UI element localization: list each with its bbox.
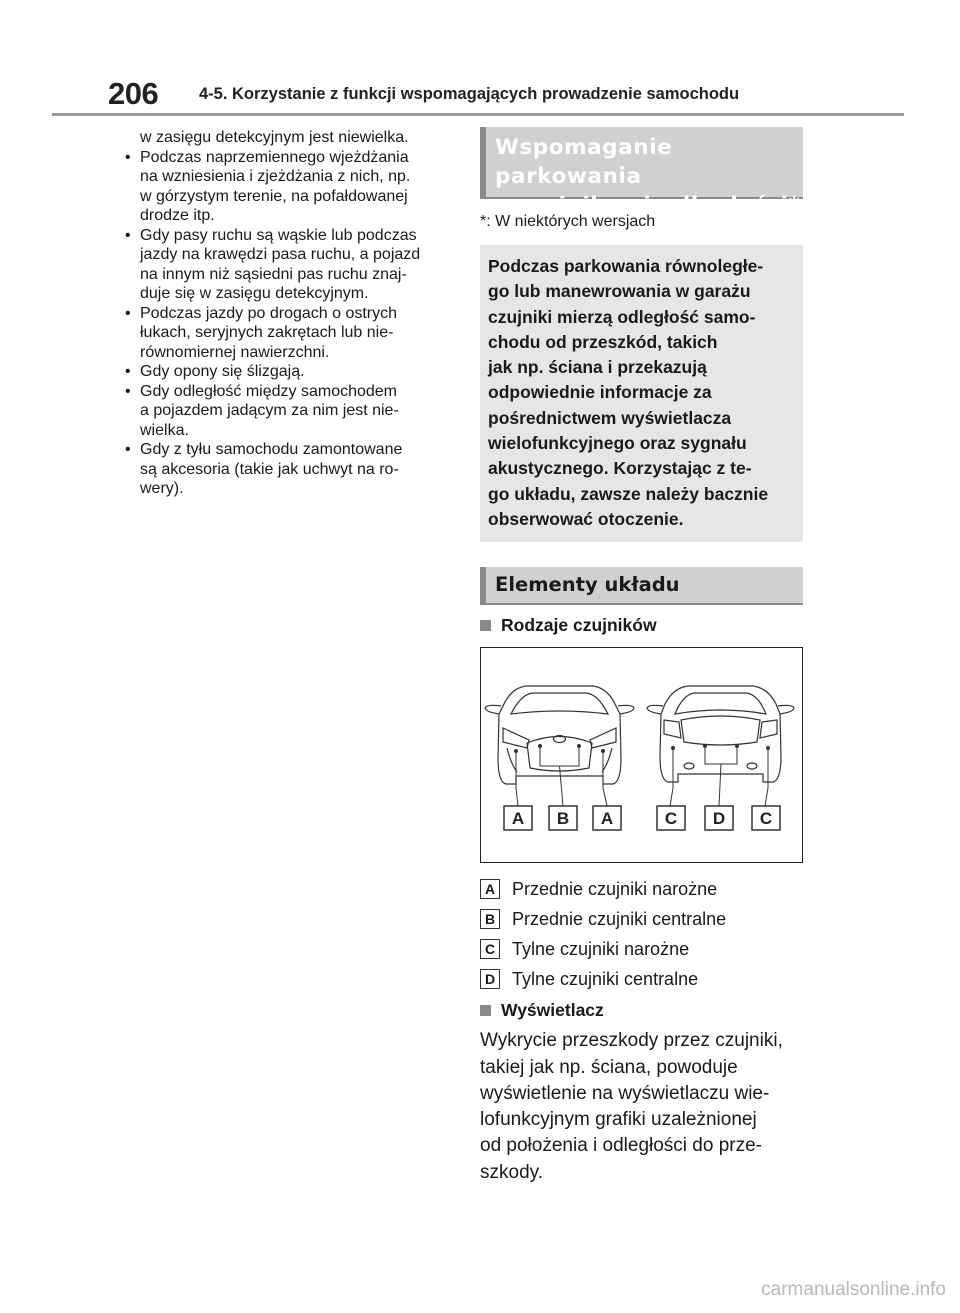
- legend-text: Tylne czujniki centralne: [512, 968, 699, 989]
- condition-item: [120, 148, 455, 226]
- chapter-title: 4-5. Korzystanie z funkcji wspomagających prowadzenie samochodu: [199, 85, 740, 103]
- display-heading: [480, 998, 803, 1022]
- rear-car-rear-window: [675, 693, 766, 714]
- diagram-label-text: C: [759, 809, 773, 829]
- diagram-label-text: C: [664, 809, 678, 829]
- continuation-text: w zasięgu detekcyjnym jest niewielka.: [140, 129, 409, 146]
- condition-line: są akcesoria (takie jak uchwyt na ro-: [140, 460, 399, 478]
- legend-letter-box: A: [480, 879, 500, 899]
- front-center-sensor-leader: [560, 766, 564, 806]
- diagram-label-text: A: [600, 809, 614, 829]
- condition-line: Gdy opony się ślizgają.: [140, 363, 305, 380]
- legend-letter-box: D: [480, 969, 500, 989]
- subsection-title: Elementy układu: [495, 573, 680, 597]
- diagram-label-d: [705, 806, 733, 830]
- front-corner-sensor-left-leader: [516, 751, 518, 806]
- condition-item: [120, 226, 455, 304]
- condition-line: w górzystym terenie, na pofałdowanej: [140, 187, 408, 205]
- condition-line: Gdy odległość między samochodem: [140, 382, 398, 400]
- legend-row: [480, 964, 803, 994]
- front-corner-sensor-left: [514, 749, 518, 753]
- rear-corner-sensor-right-leader: [765, 748, 768, 806]
- diagram-label-a: [593, 806, 621, 830]
- rear-center-sensor-bracket: [705, 746, 737, 764]
- front-center-sensor-left: [538, 744, 542, 748]
- front-car-right-headlight: [590, 728, 616, 748]
- rear-corner-sensor-right: [766, 746, 770, 750]
- condition-item: [120, 304, 455, 363]
- front-car-left-mirror: [485, 706, 501, 715]
- condition-line: Gdy pasy ruchu są wąskie lub podczas: [140, 226, 417, 244]
- condition-item: [120, 382, 455, 441]
- rear-car-left-exhaust: [684, 763, 694, 769]
- intro-line: obserwować otoczenie.: [488, 508, 684, 529]
- diagram-label-text: A: [511, 809, 525, 829]
- sensor-diagram: [480, 647, 803, 863]
- front-car-right-mirror: [618, 706, 634, 715]
- rear-corner-sensor-left-leader: [670, 748, 673, 806]
- front-center-sensor-right: [577, 744, 581, 748]
- front-car-left-headlight: [503, 728, 529, 748]
- diagram-label-a: [504, 806, 532, 830]
- legend-text: Tylne czujniki narożne: [512, 938, 690, 959]
- condition-line: łukach, seryjnych zakrętach lub nie-: [140, 324, 394, 341]
- intro-line: chodu od przeszkód, takich: [488, 331, 718, 352]
- legend-letter-box: C: [480, 939, 500, 959]
- condition-item: [120, 362, 455, 382]
- watermark: carmanualsonline.info: [761, 1279, 946, 1300]
- header-rule: [52, 113, 904, 116]
- page-number: 206: [108, 76, 159, 111]
- intro-line: akustycznego. Korzystając z te-: [488, 458, 752, 479]
- subsection-title-bar: [480, 567, 803, 605]
- condition-line: wielka.: [140, 421, 189, 439]
- legend-text: Przednie czujniki centralne: [512, 908, 727, 929]
- condition-line: drodze itp.: [140, 207, 215, 224]
- display-text-line: takiej jak np. ściana, powoduje: [480, 1056, 738, 1078]
- rear-car-right-mirror: [778, 706, 794, 715]
- rear-car-right-taillight: [760, 720, 777, 738]
- intro-line: go układu, zawsze należy bacznie: [488, 483, 769, 504]
- legend-row: [480, 874, 803, 904]
- condition-line: a pojazdem jadącym za nim jest nie-: [140, 402, 399, 419]
- display-text-line: wyświetlenie na wyświetlaczu wie-: [480, 1082, 770, 1104]
- display-description: [480, 1028, 803, 1186]
- display-text-line: od położenia i odległości do prze-: [480, 1135, 763, 1157]
- front-center-sensor-bracket: [540, 746, 579, 766]
- intro-line: jak np. ściana i przekazują: [488, 357, 707, 378]
- sensor-types-heading-text: Rodzaje czujników: [501, 615, 657, 636]
- sensor-legend: [480, 874, 803, 994]
- footnote: *: W niektórych wersjach: [480, 213, 656, 230]
- condition-line: Podczas naprzemiennego wjeżdżania: [140, 148, 409, 166]
- rear-car-left-taillight: [664, 720, 681, 738]
- page-header: [0, 0, 960, 118]
- intro-line: Podczas parkowania równoległe-: [488, 256, 764, 276]
- condition-line: równomiernej nawierzchni.: [140, 343, 330, 361]
- front-car-windshield: [511, 693, 608, 714]
- condition-line: na innym niż sąsiedni pas ruchu znaj-: [140, 265, 407, 283]
- diagram-label-b: [549, 806, 577, 830]
- condition-line: Gdy z tyłu samochodu zamontowane: [140, 441, 403, 458]
- display-text-line: szkody.: [480, 1161, 544, 1183]
- rear-corner-sensor-left: [671, 746, 675, 750]
- display-text-line: lofunkcyjnym grafiki uzależnionej: [480, 1109, 757, 1131]
- car-sensor-illustration: [481, 648, 801, 861]
- conditions-list: [120, 148, 455, 499]
- intro-line: go lub manewrowania w garażu: [488, 281, 751, 302]
- legend-row: [480, 904, 803, 934]
- left-column: [120, 128, 455, 499]
- condition-item: [120, 440, 455, 499]
- intro-text: [488, 254, 795, 532]
- square-bullet-icon: [480, 620, 491, 631]
- intro-line: pośrednictwem wyświetlacza: [488, 407, 732, 428]
- intro-line: wielofunkcyjnego oraz sygnału: [488, 433, 747, 454]
- diagram-label-text: B: [556, 809, 570, 829]
- legend-row: [480, 934, 803, 964]
- condition-line: Podczas jazdy po drogach o ostrych: [140, 304, 398, 322]
- sensor-types-heading: [480, 613, 803, 637]
- front-corner-sensor-right: [601, 749, 605, 753]
- legend-letter-box: B: [480, 909, 500, 929]
- rear-center-sensor-right: [735, 744, 739, 748]
- condition-line: jazdy na krawędzi pasa ruchu, a pojazd: [140, 246, 421, 263]
- rear-center-sensor-leader: [719, 764, 721, 806]
- display-heading-text: Wyświetlacz: [501, 1000, 604, 1021]
- rear-car-left-mirror: [647, 706, 663, 715]
- intro-line: czujniki mierzą odległość samo-: [488, 306, 756, 327]
- square-bullet-icon: [480, 1005, 491, 1016]
- rear-car-right-exhaust: [747, 763, 757, 769]
- diagram-label-c: [752, 806, 780, 830]
- section-title-bar: [480, 127, 803, 218]
- intro-box: [480, 245, 803, 542]
- section-title-line: z czujnikami odległości*: [495, 193, 801, 218]
- display-text-line: Wykrycie przeszkody przez czujniki,: [480, 1030, 783, 1052]
- condition-line: wery).: [140, 480, 184, 497]
- condition-line: na wzniesienia i zjeżdżania z nich, np.: [140, 168, 411, 185]
- right-column: [480, 127, 803, 1186]
- legend-text: Przednie czujniki narożne: [512, 878, 718, 899]
- rear-center-sensor-left: [703, 744, 707, 748]
- section-title-line: Wspomaganie parkowania: [495, 135, 673, 189]
- intro-line: odpowiednie informacje za: [488, 382, 712, 403]
- diagram-label-text: D: [712, 809, 726, 829]
- condition-line: duje się w zasięgu detekcyjnym.: [140, 285, 369, 302]
- diagram-label-c: [657, 806, 685, 830]
- rear-car-tailgate: [681, 716, 760, 745]
